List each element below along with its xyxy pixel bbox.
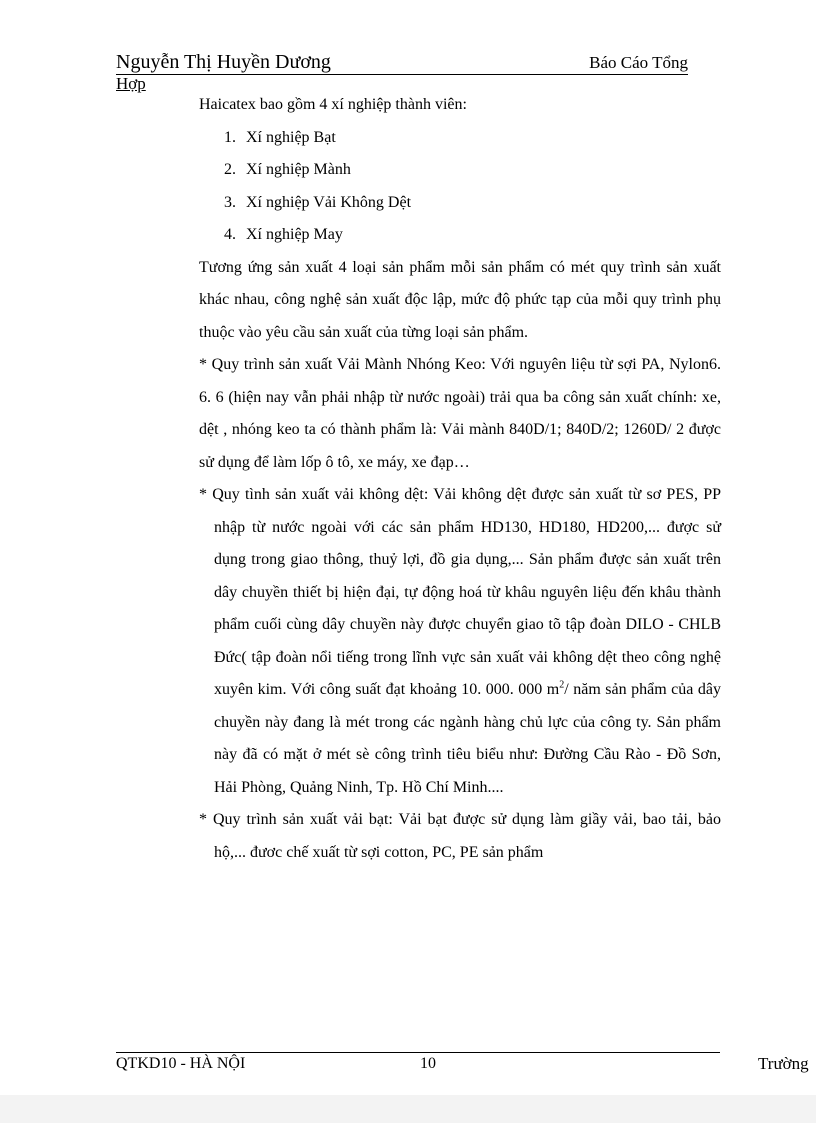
list-number: 4. xyxy=(224,226,236,243)
list-number: 3. xyxy=(224,193,236,211)
list-item xyxy=(224,122,721,155)
member-enterprises-list xyxy=(199,122,721,252)
list-number: 2. xyxy=(224,161,236,178)
paragraph-products: Tương ứng sản xuất 4 loại sản phẩm mỗi sản phẩm có mét quy trình sản xuất khác nhau, công nghệ sản xuất độc lập, mức độ phức tạp của mỗi quy trình phụ thuộc vào yêu cầu sản xuất của từng loại sản phẩm. xyxy=(199,258,721,341)
header-author: Nguyễn Thị Huyền Dương xyxy=(116,51,331,73)
list-item xyxy=(224,219,721,252)
intro-line: Haicatex bao gồm 4 xí nghiệp thành viên: xyxy=(199,96,467,113)
page-number: 10 xyxy=(420,1055,436,1072)
footer-divider xyxy=(116,1052,720,1053)
list-text: Xí nghiệp May xyxy=(246,226,343,243)
list-text: Xí nghiệp Vải Không Dệt xyxy=(246,193,412,211)
page-header xyxy=(116,50,688,75)
header-title-continuation: Hợp xyxy=(116,74,146,93)
paragraph-canvas-process: * Quy trình sản xuất vải bạt: Vải bạt được sử dụng làm giầy vải, bao tải, bảo hộ,... đươc chế xuất từ sợi cotton, PC, PE sản phẩm xyxy=(199,811,721,861)
footer-class-label: QTKD10 - HÀ NỘI xyxy=(116,1055,246,1072)
paragraph-tire-cord-process: * Quy trình sản xuất Vải Mành Nhóng Keo: Với nguyên liệu từ sợi PA, Nylon6. 6. 6 (hiện nay vẫn phải nhập từ nước ngoài) trải qua ba công sản xuất chính: xe, dệt , nhóng keo ta có thành phẩm là: Vải mành 840D/1; 840D/2; 1260D/ 2 được sử dụng để làm lốp ô tô, xe máy, xe đạp… xyxy=(199,356,721,471)
page-footer xyxy=(116,1040,816,1080)
list-text: Xí nghiệp Mành xyxy=(246,161,351,178)
footer-school-label: Trường xyxy=(758,1054,809,1073)
nonwoven-text-a: * Quy tình sản xuất vải không dệt: Vải không dệt được sản xuất từ sơ PES, PP nhập từ nước ngoài với các sản phẩm HD130, HD180, HD200,... được sử dụng trong giao thông, thuỷ lợi, đồ gia dụng,... Sản phẩm được sản xuất trên dây chuyền thiết bị hiện đại, tự động hoá từ khâu nguyên liệu đến khâu thành phẩm cuối cùng dây chuyền này được chuyển giao tõ tập đoàn DILO - CHLB Đức( tập đoàn nổi tiếng trong lĩnh vực sản xuất vải không dệt theo công nghệ xuyên kim. Với công suất đạt khoảng 10. 000. 000 m xyxy=(199,486,721,698)
paragraph-nonwoven-process xyxy=(199,479,721,804)
header-title: Báo Cáo Tổng xyxy=(589,53,688,72)
nonwoven-text-b: / năm sản phẩm của dây chuyền này đang là mét trong các ngành hàng chủ lực của công ty. Sản phẩm này đã có mặt ở mét sè công trình tiêu biểu như: Đường Cầu Rào - Đồ Sơn, Hải Phòng, Quảng Ninh, Tp. Hồ Chí Minh.... xyxy=(214,681,722,796)
list-item xyxy=(224,187,721,220)
list-number: 1. xyxy=(224,128,236,146)
list-text: Xí nghiệp Bạt xyxy=(246,128,336,146)
superscript: 2 xyxy=(559,679,565,691)
page-bottom-margin xyxy=(0,1095,816,1123)
document-body xyxy=(199,89,721,869)
list-item xyxy=(224,154,721,187)
